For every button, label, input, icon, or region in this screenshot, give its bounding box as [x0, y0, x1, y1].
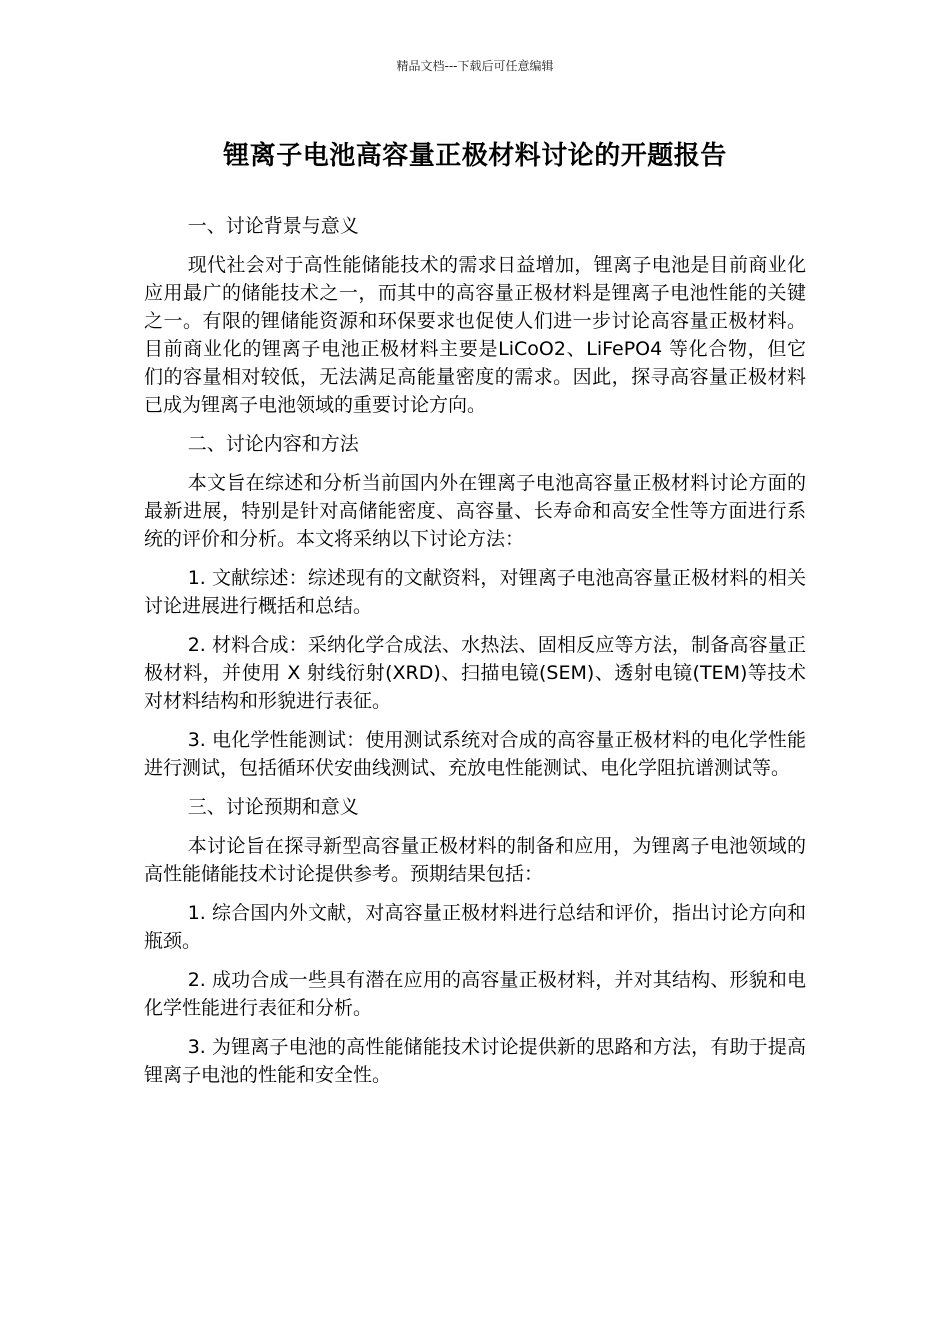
section-heading-expectations: 三、讨论预期和意义	[187, 796, 359, 818]
section-heading-background: 一、讨论背景与意义	[187, 215, 359, 237]
list-item-expectation-3: 3. 为锂离子电池的高性能储能技术讨论提供新的思路和方法，有助于提高锂离子电池的性能和安全性。	[144, 1036, 806, 1086]
paragraph-content-intro: 本文旨在综述和分析当前国内外在锂离子电池高容量正极材料讨论方面的最新进展，特别是针对高储能密度、高容量、长寿命和高安全性等方面进行系统的评价和分析。本文将采纳以下讨论方法：	[144, 472, 806, 550]
paragraph-expectations-intro: 本讨论旨在探寻新型高容量正极材料的制备和应用，为锂离子电池领域的高性能储能技术讨论提供参考。预期结果包括：	[144, 835, 806, 885]
list-item-expectation-2: 2. 成功合成一些具有潜在应用的高容量正极材料，并对其结构、形貌和电化学性能进行表征和分析。	[144, 969, 806, 1019]
header-note: 精品文档---下载后可任意编辑	[396, 59, 554, 73]
list-item-expectation-1: 1. 综合国内外文献，对高容量正极材料进行总结和评价，指出讨论方向和瓶颈。	[144, 902, 806, 952]
paragraph-background: 现代社会对于高性能储能技术的需求日益增加，锂离子电池是目前商业化应用最广的储能技术之一，而其中的高容量正极材料是锂离子电池性能的关键之一。有限的锂储能资源和环保要求也促使人们进一步讨论高容量正极材料。目前商业化的锂离子电池正极材料主要是LiCoO2、LiFePO4 等化合物，但它们的容量相对较低，无法满足高能量密度的需求。因此，探寻高容量正极材料已成为锂离子电池领域的重要讨论方向。	[144, 254, 806, 416]
list-item-material-synthesis: 2. 材料合成：采纳化学合成法、水热法、固相反应等方法，制备高容量正极材料，并使用 X 射线衍射(XRD)、扫描电镜(SEM)、透射电镜(TEM)等技术对材料结构和形貌进行表征。	[144, 634, 806, 712]
document-body	[144, 212, 806, 1100]
document-title: 锂离子电池高容量正极材料讨论的开题报告	[223, 141, 727, 171]
list-item-electrochemical-testing: 3. 电化学性能测试：使用测试系统对合成的高容量正极材料的电化学性能进行测试，包括循环伏安曲线测试、充放电性能测试、电化学阻抗谱测试等。	[144, 729, 806, 779]
section-heading-content-methods: 二、讨论内容和方法	[187, 433, 359, 455]
list-item-literature-review: 1. 文献综述：综述现有的文献资料，对锂离子电池高容量正极材料的相关讨论进展进行概括和总结。	[144, 567, 806, 617]
